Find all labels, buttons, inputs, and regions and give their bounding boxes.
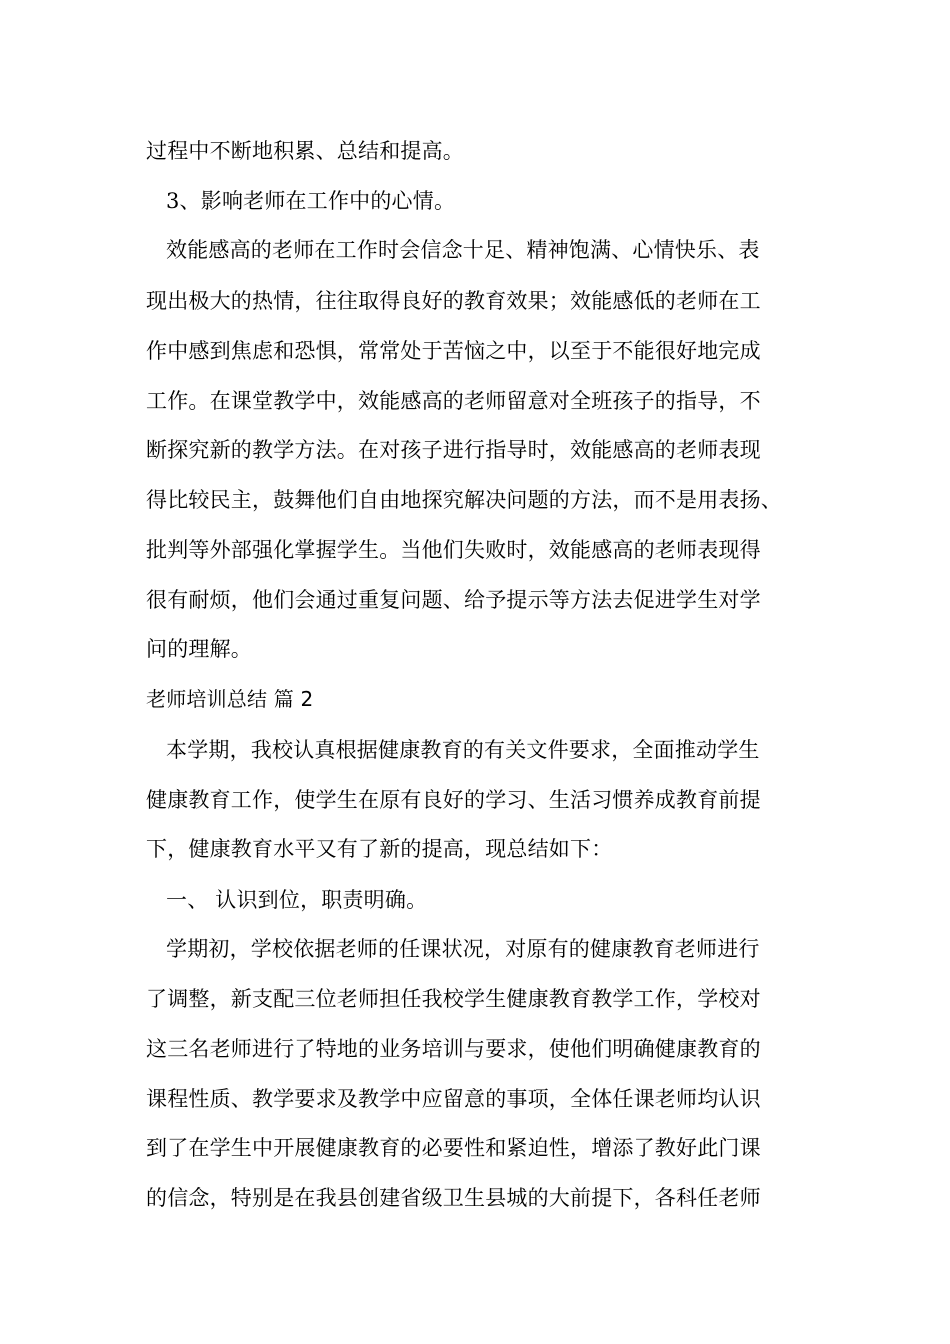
section-heading-1: 一、 认识到位，职责明确。 bbox=[166, 888, 428, 912]
article-title: 老师培训总结 篇 2 bbox=[146, 687, 314, 711]
paragraph-line: 很有耐烦，他们会通过重复问题、给予提示等方法去促进学生对学 bbox=[146, 588, 761, 612]
paragraph-line: 得比较民主，鼓舞他们自由地探究解决问题的方法，而不是用表扬、 bbox=[146, 488, 782, 512]
paragraph-line: 批判等外部强化掌握学生。当他们失败时，效能感高的老师表现得 bbox=[146, 538, 761, 562]
paragraph-line: 到了在学生中开展健康教育的必要性和紧迫性，增添了教好此门课 bbox=[146, 1136, 761, 1160]
paragraph-line: 断探究新的教学方法。在对孩子进行指导时，效能感高的老师表现 bbox=[146, 438, 761, 462]
paragraph-line: 效能感高的老师在工作时会信念十足、精神饱满、心情快乐、表 bbox=[166, 238, 760, 262]
paragraph-line: 现出极大的热情，往往取得良好的教育效果；效能感低的老师在工 bbox=[146, 289, 761, 313]
paragraph-line: 的信念，特别是在我县创建省级卫生县城的大前提下，各科任老师 bbox=[146, 1186, 761, 1210]
paragraph-line: 工作。在课堂教学中，效能感高的老师留意对全班孩子的指导，不 bbox=[146, 389, 761, 413]
paragraph-line: 过程中不断地积累、总结和提高。 bbox=[146, 139, 464, 163]
paragraph-line: 这三名老师进行了特地的业务培训与要求，使他们明确健康教育的 bbox=[146, 1037, 761, 1061]
section-heading-3: 3、影响老师在工作中的心情。 bbox=[166, 189, 456, 213]
paragraph-line: 健康教育工作，使学生在原有良好的学习、生活习惯养成教育前提 bbox=[146, 788, 761, 812]
paragraph-line: 下，健康教育水平又有了新的提高，现总结如下： bbox=[146, 837, 613, 861]
paragraph-line: 课程性质、教学要求及教学中应留意的事项，全体任课老师均认识 bbox=[146, 1087, 761, 1111]
paragraph-line: 了调整，新支配三位老师担任我校学生健康教育教学工作，学校对 bbox=[146, 987, 761, 1011]
paragraph-line: 问的理解。 bbox=[146, 637, 252, 661]
paragraph-line: 作中感到焦虑和恐惧，常常处于苦恼之中，以至于不能很好地完成 bbox=[146, 339, 761, 363]
paragraph-line: 学期初，学校依据老师的任课状况，对原有的健康教育老师进行 bbox=[166, 937, 760, 961]
paragraph-line: 本学期，我校认真根据健康教育的有关文件要求，全面推动学生 bbox=[166, 738, 760, 762]
